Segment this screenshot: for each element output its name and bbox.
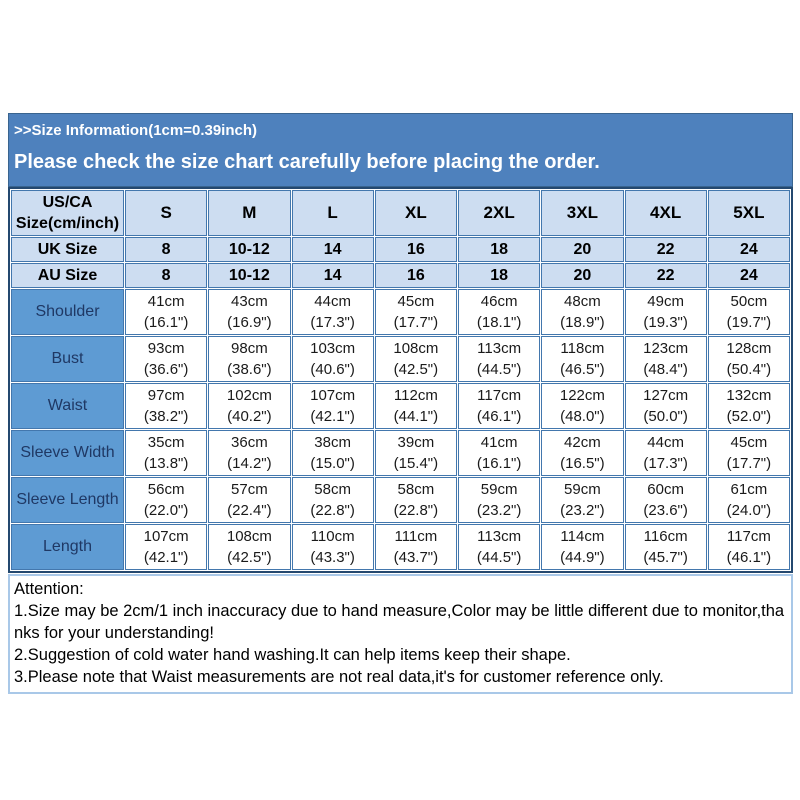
cm-value: 59cm [564,481,601,498]
size-col-header-4xl: 4XL [625,190,707,236]
size-header-row [11,190,790,236]
size-table-body [11,237,790,570]
measurement-cell [208,383,290,429]
cm-value: 117cm [726,528,771,545]
row-label-length: Length [11,524,124,570]
row-label-sleeve-length: Sleeve Length [11,477,124,523]
cm-value: 39cm [397,434,435,451]
uk-size-value: 22 [625,237,707,262]
inch-value: (22.8") [393,502,439,519]
inch-value: (46.1") [726,549,772,566]
inch-value: (22.4") [227,502,272,519]
measurement-cell [292,430,374,476]
measurement-cell [292,477,374,523]
measurement-cell [708,430,790,476]
uk-size-label: UK Size [11,237,124,262]
measurement-cell [458,289,540,335]
inch-value: (45.7") [643,549,688,566]
au-size-value: 20 [541,263,623,288]
au-size-value: 8 [125,263,207,288]
cm-value: 48cm [564,293,601,310]
inch-value: (18.9") [560,314,605,331]
au-size-value: 22 [625,263,707,288]
measurement-cell [208,477,290,523]
uk-size-value: 18 [458,237,540,262]
measurement-cell [458,524,540,570]
inch-value: (16.1") [476,455,522,472]
cm-value: 107cm [143,528,189,545]
measurement-cell [375,383,457,429]
measurement-row-sleeve-width [11,430,790,476]
measurement-cell [541,430,623,476]
measurement-row-bust [11,336,790,382]
inch-value: (22.0") [143,502,189,519]
measurement-row-sleeve-length [11,477,790,523]
size-info-sheet [8,113,793,694]
inch-value: (48.4") [643,361,688,378]
inch-value: (50.0") [643,408,688,425]
measurement-cell [208,524,290,570]
inch-value: (43.3") [310,549,355,566]
inch-value: (44.9") [560,549,605,566]
cm-value: 110cm [310,528,355,545]
inch-value: (16.5") [560,455,605,472]
size-col-header-m: M [208,190,290,236]
cm-value: 118cm [560,340,605,357]
measurement-cell [708,524,790,570]
au-size-value: 16 [375,263,457,288]
measurement-cell [625,289,707,335]
au-size-row [11,263,790,288]
row-label-sleeve-width: Sleeve Width [11,430,124,476]
cm-value: 41cm [147,293,185,310]
inch-value: (23.6") [643,502,688,519]
cm-value: 113cm [477,340,522,357]
size-col-header-s: S [125,190,207,236]
cm-value: 93cm [147,340,185,357]
uk-size-row [11,237,790,262]
uk-size-value: 24 [708,237,790,262]
cm-value: 44cm [647,434,684,451]
inch-value: (38.6") [227,361,272,378]
cm-value: 50cm [730,293,768,310]
cm-value: 113cm [477,528,522,545]
measurement-cell [125,430,207,476]
cm-value: 117cm [477,387,522,404]
inch-value: (17.7") [393,314,439,331]
cm-value: 36cm [231,434,268,451]
inch-value: (50.4") [726,361,772,378]
measurement-cell [125,524,207,570]
au-size-value: 18 [458,263,540,288]
measurement-cell [458,336,540,382]
measurement-cell [625,524,707,570]
inch-value: (24.0") [726,502,772,519]
inch-value: (14.2") [227,455,272,472]
inch-value: (48.0") [560,408,605,425]
measurement-cell [375,477,457,523]
inch-value: (40.2") [227,408,272,425]
measurement-cell [292,524,374,570]
cm-value: 127cm [643,387,689,404]
measurement-cell [125,289,207,335]
uk-size-value: 8 [125,237,207,262]
inch-value: (15.4") [393,455,439,472]
inch-value: (40.6") [310,361,355,378]
inch-value: (15.0") [310,455,355,472]
cm-value: 123cm [643,340,689,357]
cm-value: 122cm [559,387,605,404]
inch-value: (36.6") [143,361,189,378]
row-label-shoulder: Shoulder [11,289,124,335]
cm-value: 132cm [726,387,772,404]
measurement-cell [708,477,790,523]
measurement-cell [375,524,457,570]
measurement-row-length [11,524,790,570]
inch-value: (22.8") [310,502,355,519]
inch-value: (44.5") [476,361,522,378]
attention-title: Attention: [14,580,84,598]
inch-value: (42.5") [227,549,272,566]
inch-value: (44.1") [393,408,439,425]
inch-value: (16.1") [143,314,189,331]
inch-value: (17.3") [643,455,688,472]
cm-value: 61cm [730,481,768,498]
measurement-cell [541,524,623,570]
cm-value: 38cm [314,434,351,451]
au-size-value: 14 [292,263,374,288]
measurement-cell [708,336,790,382]
measurement-cell [625,477,707,523]
inch-value: (38.2") [143,408,189,425]
uk-size-value: 14 [292,237,374,262]
inch-value: (17.7") [726,455,772,472]
cm-value: 111cm [394,528,438,545]
uk-size-value: 16 [375,237,457,262]
cm-value: 97cm [147,387,185,404]
inch-value: (42.5") [393,361,439,378]
size-table-head [11,190,790,236]
size-chart-table [8,187,793,573]
measurement-cell [541,336,623,382]
size-chart-warning: Please check the size chart carefully before placing the order. [14,151,600,173]
inch-value: (19.7") [726,314,772,331]
cm-value: 44cm [314,293,351,310]
measurement-cell [208,289,290,335]
cm-value: 45cm [730,434,768,451]
measurement-cell [625,430,707,476]
measurement-cell [125,336,207,382]
size-col-header-l: L [292,190,374,236]
size-col-header-2xl: 2XL [458,190,540,236]
cm-value: 107cm [310,387,356,404]
cm-value: 98cm [231,340,268,357]
inch-value: (23.2") [560,502,605,519]
measurement-cell [458,477,540,523]
inch-value: (23.2") [476,502,522,519]
cm-value: 60cm [647,481,684,498]
inch-value: (13.8") [143,455,189,472]
measurement-cell [625,383,707,429]
cm-value: 114cm [560,528,605,545]
measurement-cell [375,289,457,335]
attention-note: 3.Please note that Waist measurements are not real data,it's for customer reference only. [14,668,664,686]
size-col-header-5xl: 5XL [708,190,790,236]
cm-value: 58cm [397,481,435,498]
row-label-waist: Waist [11,383,124,429]
size-col-header-3xl: 3XL [541,190,623,236]
measurement-cell [292,289,374,335]
au-size-value: 24 [708,263,790,288]
cm-value: 116cm [643,528,688,545]
measurement-cell [458,430,540,476]
measurement-cell [541,383,623,429]
cm-value: 103cm [310,340,356,357]
cm-value: 46cm [480,293,518,310]
measurement-cell [708,383,790,429]
au-size-label: AU Size [11,263,124,288]
measurement-cell [625,336,707,382]
measurement-cell [292,336,374,382]
inch-value: (46.1") [476,408,522,425]
inch-value: (19.3") [643,314,688,331]
measurement-cell [541,477,623,523]
uk-size-value: 10-12 [208,237,290,262]
cm-value: 57cm [231,481,268,498]
size-col-header-xl: XL [375,190,457,236]
inch-value: (44.5") [476,549,522,566]
measurement-cell [708,289,790,335]
measurement-cell [292,383,374,429]
measurement-cell [208,336,290,382]
inch-value: (42.1") [143,549,189,566]
cm-value: 108cm [226,528,272,545]
row-label-bust: Bust [11,336,124,382]
cm-value: 35cm [147,434,185,451]
inch-value: (17.3") [310,314,355,331]
attention-box [8,574,793,694]
cm-value: 102cm [226,387,272,404]
cm-value: 128cm [726,340,772,357]
measurement-cell [375,336,457,382]
measurement-cell [375,430,457,476]
measurement-cell [125,383,207,429]
cm-value: 45cm [397,293,435,310]
measurement-cell [125,477,207,523]
size-info-title: >>Size Information(1cm=0.39inch) [14,122,257,139]
inch-value: (43.7") [393,549,439,566]
corner-line-2: Size(cm/inch) [15,215,120,232]
cm-value: 56cm [147,481,185,498]
uk-size-value: 20 [541,237,623,262]
inch-value: (16.9") [227,314,272,331]
cm-value: 58cm [314,481,351,498]
cm-value: 108cm [393,340,439,357]
attention-note: 2.Suggestion of cold water hand washing.It can help items keep their shape. [14,646,571,664]
measurement-cell [208,430,290,476]
attention-note: 1.Size may be 2cm/1 inch inaccuracy due to hand measure,Color may be little different due to monitor,thanks for your understanding! [14,602,785,642]
inch-value: (42.1") [310,408,355,425]
cm-value: 59cm [480,481,518,498]
cm-value: 49cm [647,293,684,310]
cm-value: 42cm [564,434,601,451]
corner-line-1: US/CA [42,194,93,211]
inch-value: (52.0") [726,408,772,425]
measurement-row-shoulder [11,289,790,335]
header-band [8,113,793,187]
measurement-cell [458,383,540,429]
cm-value: 43cm [231,293,268,310]
corner-header [11,190,124,236]
measurement-cell [541,289,623,335]
au-size-value: 10-12 [208,263,290,288]
cm-value: 112cm [393,387,438,404]
cm-value: 41cm [480,434,518,451]
measurement-row-waist [11,383,790,429]
inch-value: (18.1") [476,314,522,331]
inch-value: (46.5") [560,361,605,378]
